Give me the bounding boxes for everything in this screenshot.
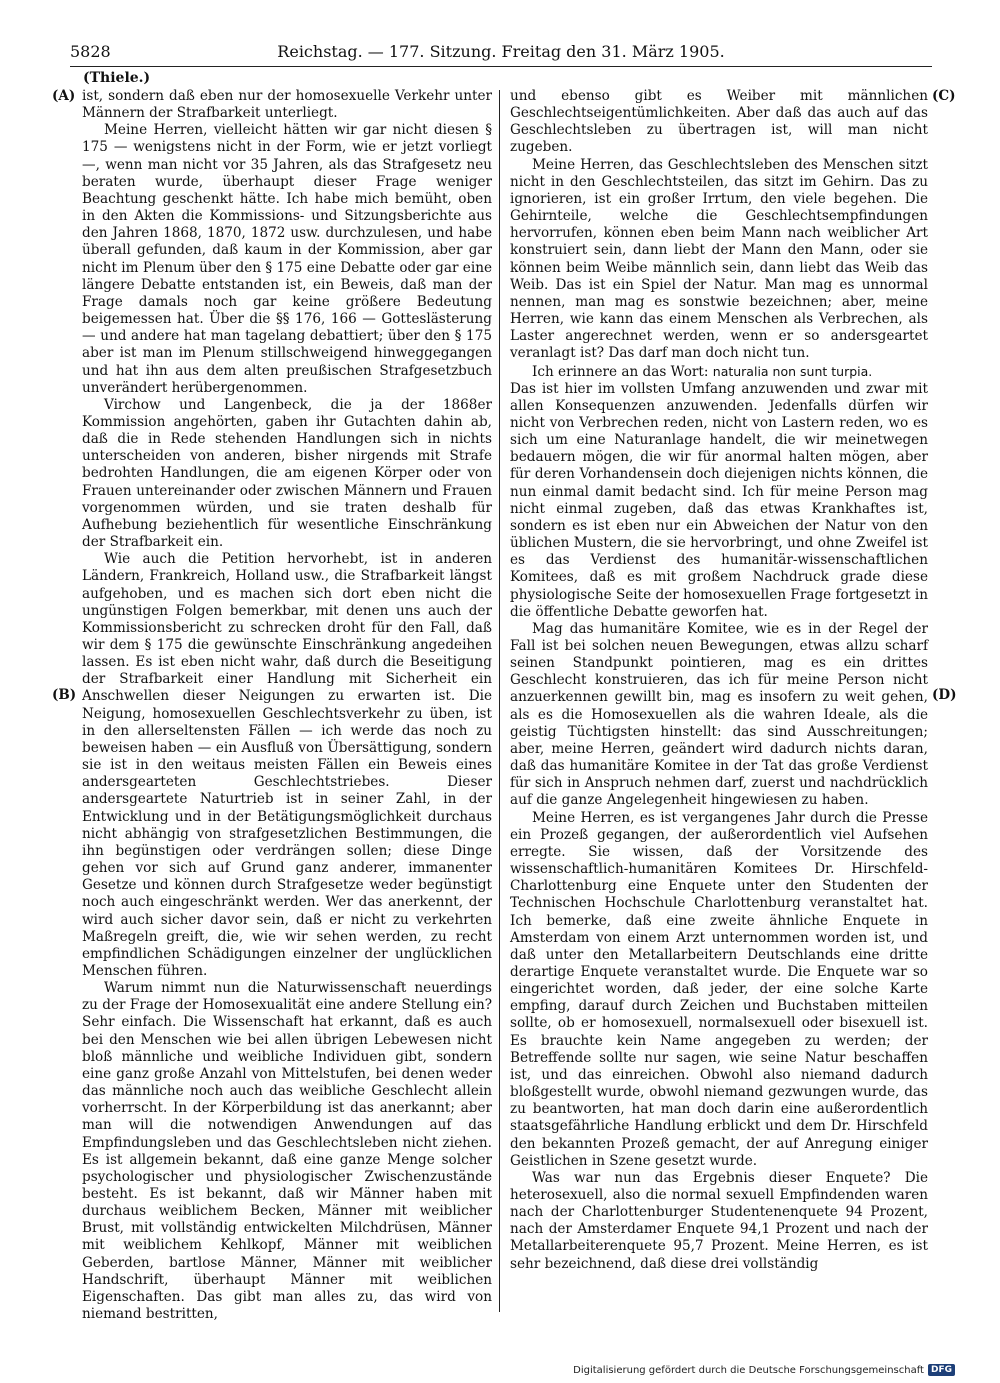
margin-mark-d: (D) [932,687,957,703]
running-title: Reichstag. — 177. Sitzung. Freitag den 31. März 1905. [277,42,725,61]
paragraph: Mag das humanitäre Komitee, wie es in der Regel der Fall ist bei solchen neuen Bewegungen, etwas allzu scharf seinen Standpunkt pointieren, mag es ein drittes Geschlecht konstruieren, das ich für meine Person nicht anzuerkennen gewillt bin, mag es insofern zu weit gehen, als es die Homosexuellen als die wahren Ideale, als die geistig Tüchtigsten hinstellt: das sind Ausschreitungen; aber, meine Herren, geändert wird dadurch nichts daran, daß das humanitäre Komitee in der Tat das große Verdienst für sich in Anspruch nehmen darf, zuerst und nachdrücklich auf die ganze Angelegenheit hingewiesen zu haben. [510,620,928,809]
paragraph: Virchow und Langenbeck, die ja der 1868er Kommission angehörten, gaben ihr Gutachten dahin ab, daß die in Rede stehenden Handlungen sich in nichts unterscheiden von anderen, bisher nirgends mit Strafe bedrohten Handlungen, die am eigenen Körper oder von Frauen untereinander oder zwischen Männern und Frauen vorgenommen würden, und sie traten deshalb für Aufhebung beziehentlich für wesentliche Einschränkung der Strafbarkeit ein. [82,396,492,551]
paragraph: Meine Herren, vielleicht hätten wir gar nicht diesen § 175 — wenigstens nicht in der Form, wie er jetzt vorliegt —, wenn man nicht vor 35 Jahren, als das Strafgesetz neu beraten wurde, überhaupt dieser Frage weniger Beachtung geschenkt hätte. Ich habe mich bemüht, oben in den Akten die Kommissions- und Sitzungsberichte aus den Jahren 1868, 1870, 1872 usw. durchzulesen, und habe überall gefunden, daß kaum in der Kommission, aber gar nicht im Plenum über den § 175 eine Debatte oder gar eine längere Debatte entstanden ist, ein Beweis, daß man der Frage damals noch gar keine größere Bedeutung beigemessen hat. Über die §§ 176, 166 — Gotteslästerung — und andere hat man tagelang debattiert; über den § 175 aber ist man im Plenum stillschweigend hinweggegangen und hat ihn aus dem alten preußischen Strafgesetzbuch unverändert herübergenommen. [82,122,492,396]
latin-quote: naturalia non sunt turpia. [712,363,873,379]
paragraph: ist, sondern daß eben nur der homosexuelle Verkehr unter Männern der Strafbarkeit unterliegt. [82,88,492,122]
margin-mark-b: (B) [52,687,77,703]
left-column [82,88,492,1323]
margin-mark-a: (A) [52,88,76,104]
paragraph: Warum nimmt nun die Naturwissenschaft neuerdings zu der Frage der Homosexualität eine andere Stellung ein? Sehr einfach. Die Wissenschaft hat erkannt, daß es auch bei den Menschen wie bei allen übrigen Lebewesen nicht bloß männliche und weibliche Individuen gibt, sondern eine ganz große Anzahl von Mittelstufen, bei denen weder das männliche noch auch das weibliche Geschlecht allein vorherrscht. In der Körperbildung ist das anerkannt; aber man will die notwendigen Anwendungen auf das Empfindungsleben und das Geschlechtsleben nicht ziehen. Es ist allgemein bekannt, daß eine ganze Menge solcher psychologischer und physiologischer Zwischenzustände besteht. Es ist bekannt, daß wir Männer haben mit durchaus weiblichem Becken, Männer mit weiblicher Brust, mit vollständig entwickelten Milchdrüsen, Männer mit weiblichem Kehlkopf, Männer mit weiblichen Geberden, bartlose Männer, Männer mit weiblicher Handschrift, überhaupt Männer mit weiblichen Eigenschaften. Das gibt man alles zu, das wird von niemand bestritten, [82,980,492,1323]
paragraph [510,363,928,381]
quote-intro: Ich erinnere an das Wort: [532,363,709,380]
paragraph: Das ist hier im vollsten Umfang anzuwenden und zwar mit allen Konsequenzen anzuwenden. Jedenfalls dürfen wir nicht von Verbrechen reden, nicht von Lastern reden, wo es sich um eine Naturanlage handelt, die wir meinetwegen bedauern mögen, die wir für anormal halten mögen, aber für deren Vorhandensein doch diejenigen nichts können, die nun einmal damit bedacht sind. Ich für meine Person mag nicht einmal zugeben, daß das etwas Krankhaftes ist, sondern es ist eben nur ein Abweichen der Natur von den üblichen Mustern, die sie hervorbringt, und ohne Zweifel ist es das Verdienst des humanitär-wissenschaftlichen Komitees, daß es mit großem Nachdruck grade diese physiologische Seite der homosexuellen Frage fortgesetzt in die öffentliche Debatte geworfen hat. [510,380,928,620]
dfg-logo-icon: DFG [928,1364,955,1376]
paragraph: Wie auch die Petition hervorhebt, ist in anderen Ländern, Frankreich, Holland usw., die Strafbarkeit längst aufgehoben, und es machen sich dort eben nicht die ungünstigen Folgen bemerkbar, mit denen uns auch der Kommissionsbericht zu schrecken droht für den Fall, daß wir dem § 175 die gewünschte Einschränkung angedeihen lassen. Es ist eben nicht wahr, daß durch die Beseitigung der Strafbarkeit einer Handlung mit Sicherheit ein Anschwellen dieser Neigungen zu erwarten ist. Die Neigung, homosexuellen Geschlechtsverkehr zu üben, ist in den allerseltensten Fällen — ich werde das noch zu beweisen haben — ein Ausfluß von Übersättigung, sondern sie ist in den weitaus meisten Fällen ein Beweis eines andersgearteten Geschlechtstriebes. Dieser andersgeartete Naturtrieb ist in seiner Zahl, in der Entwicklung und in der Betätigungsmöglichkeit durchaus nicht abhängig von strafgesetzlichen Bestimmungen, die ihn begünstigen oder verdrängen sollen; diese Dinge gehen vor sich auf Grund ganz anderer, immanenter Gesetze und können durch Strafgesetze weder begünstigt noch auch eingeschränkt werden. Wer das anerkennt, der wird auch sicher davor sein, daß er nicht zu verkehrten Maßregeln greift, die, wie wir sehen werden, zu recht empfindlichen Schädigungen einzelner der unglücklichen Menschen führen. [82,551,492,979]
digitization-credit [573,1364,955,1376]
speaker-name: (Thiele.) [83,70,151,86]
paragraph: Meine Herren, es ist vergangenes Jahr durch die Presse ein Prozeß gegangen, der außerordentlich viel Aufsehen erregte. Sie wissen, daß der Vorsitzende des wissenschaftlich-humanitären Komitees Dr. Hirschfeld-Charlottenburg eine Enquete unter den Studenten der Technischen Hochschule Charlottenburg veranstaltet hat. Ich bemerke, daß eine zweite ähnliche Enquete in Amsterdam von einem Arzt unternommen worden ist, und daß unter den Metallarbeitern Deutschlands eine dritte derartige Enquete veranstaltet wurde. Die Enquete war so eingerichtet worden, daß jeder, der eine solche Karte empfing, darauf durch Zeichen und Buchstaben mitteilen sollte, ob er homosexuell, normalsexuell oder bisexuell ist. Es brauchte kein Name angegeben zu werden; der Betreffende sollte nur sagen, wie seine Natur beschaffen ist, und das einreichen. Obwohl also niemand dadurch bloßgestellt wurde, obwohl niemand gezwungen wurde, das zu beantworten, hat man doch darin eine außerordentlich staatsgefährliche Handlung erblickt und dem Dr. Hirschfeld den bekannten Prozeß gemacht, der auf Anregung einiger Geistlichen in Szene gesetzt wurde. [510,809,928,1169]
paragraph: Meine Herren, das Geschlechtsleben des Menschen sitzt nicht in den Geschlechtsteilen, das sitzt im Gehirn. Das zu ignorieren, ist ein großer Irrtum, den viele begehen. Die Gehirnteile, welche die Geschlechtsempfindungen hervorrufen, können eben beim Mann nach weiblicher Art konstruiert sein, dann liebt der Mann den Mann, oder sie können beim Weibe männlich sein, dann liebt das Weib das Weib. Das ist ein Spiel der Natur. Man mag es unnormal nennen, man mag es sonstwie bezeichnen; aber, meine Herren, wie kann das einem Menschen als Verbrechen, als Laster angerechnet werden, wenn er so andersgeartet veranlagt ist? Das darf man doch nicht tun. [510,156,928,362]
margin-mark-c: (C) [932,88,956,104]
right-column [510,88,928,1273]
credit-text: Digitalisierung gefördert durch die Deutsche Forschungsgemeinschaft [573,1364,924,1376]
paragraph: und ebenso gibt es Weiber mit männlichen Geschlechtseigentümlichkeiten. Aber daß das auch auf das Geschlechtsleben zu übertragen ist, will man nicht zugeben. [510,88,928,156]
page-header [70,42,932,67]
paragraph: Was war nun das Ergebnis dieser Enquete? Die heterosexuell, also die normal sexuell Empfindenden waren nach der Charlottenburger Studentenenquete 94 Prozent, nach der Amsterdamer Enquete 94,1 Prozent und nach der Metallarbeiterenquete 95,7 Prozent. Meine Herren, es ist sehr bezeichnend, daß diese drei vollständig [510,1169,928,1272]
column-divider [499,90,500,1312]
page-number: 5828 [70,42,111,61]
